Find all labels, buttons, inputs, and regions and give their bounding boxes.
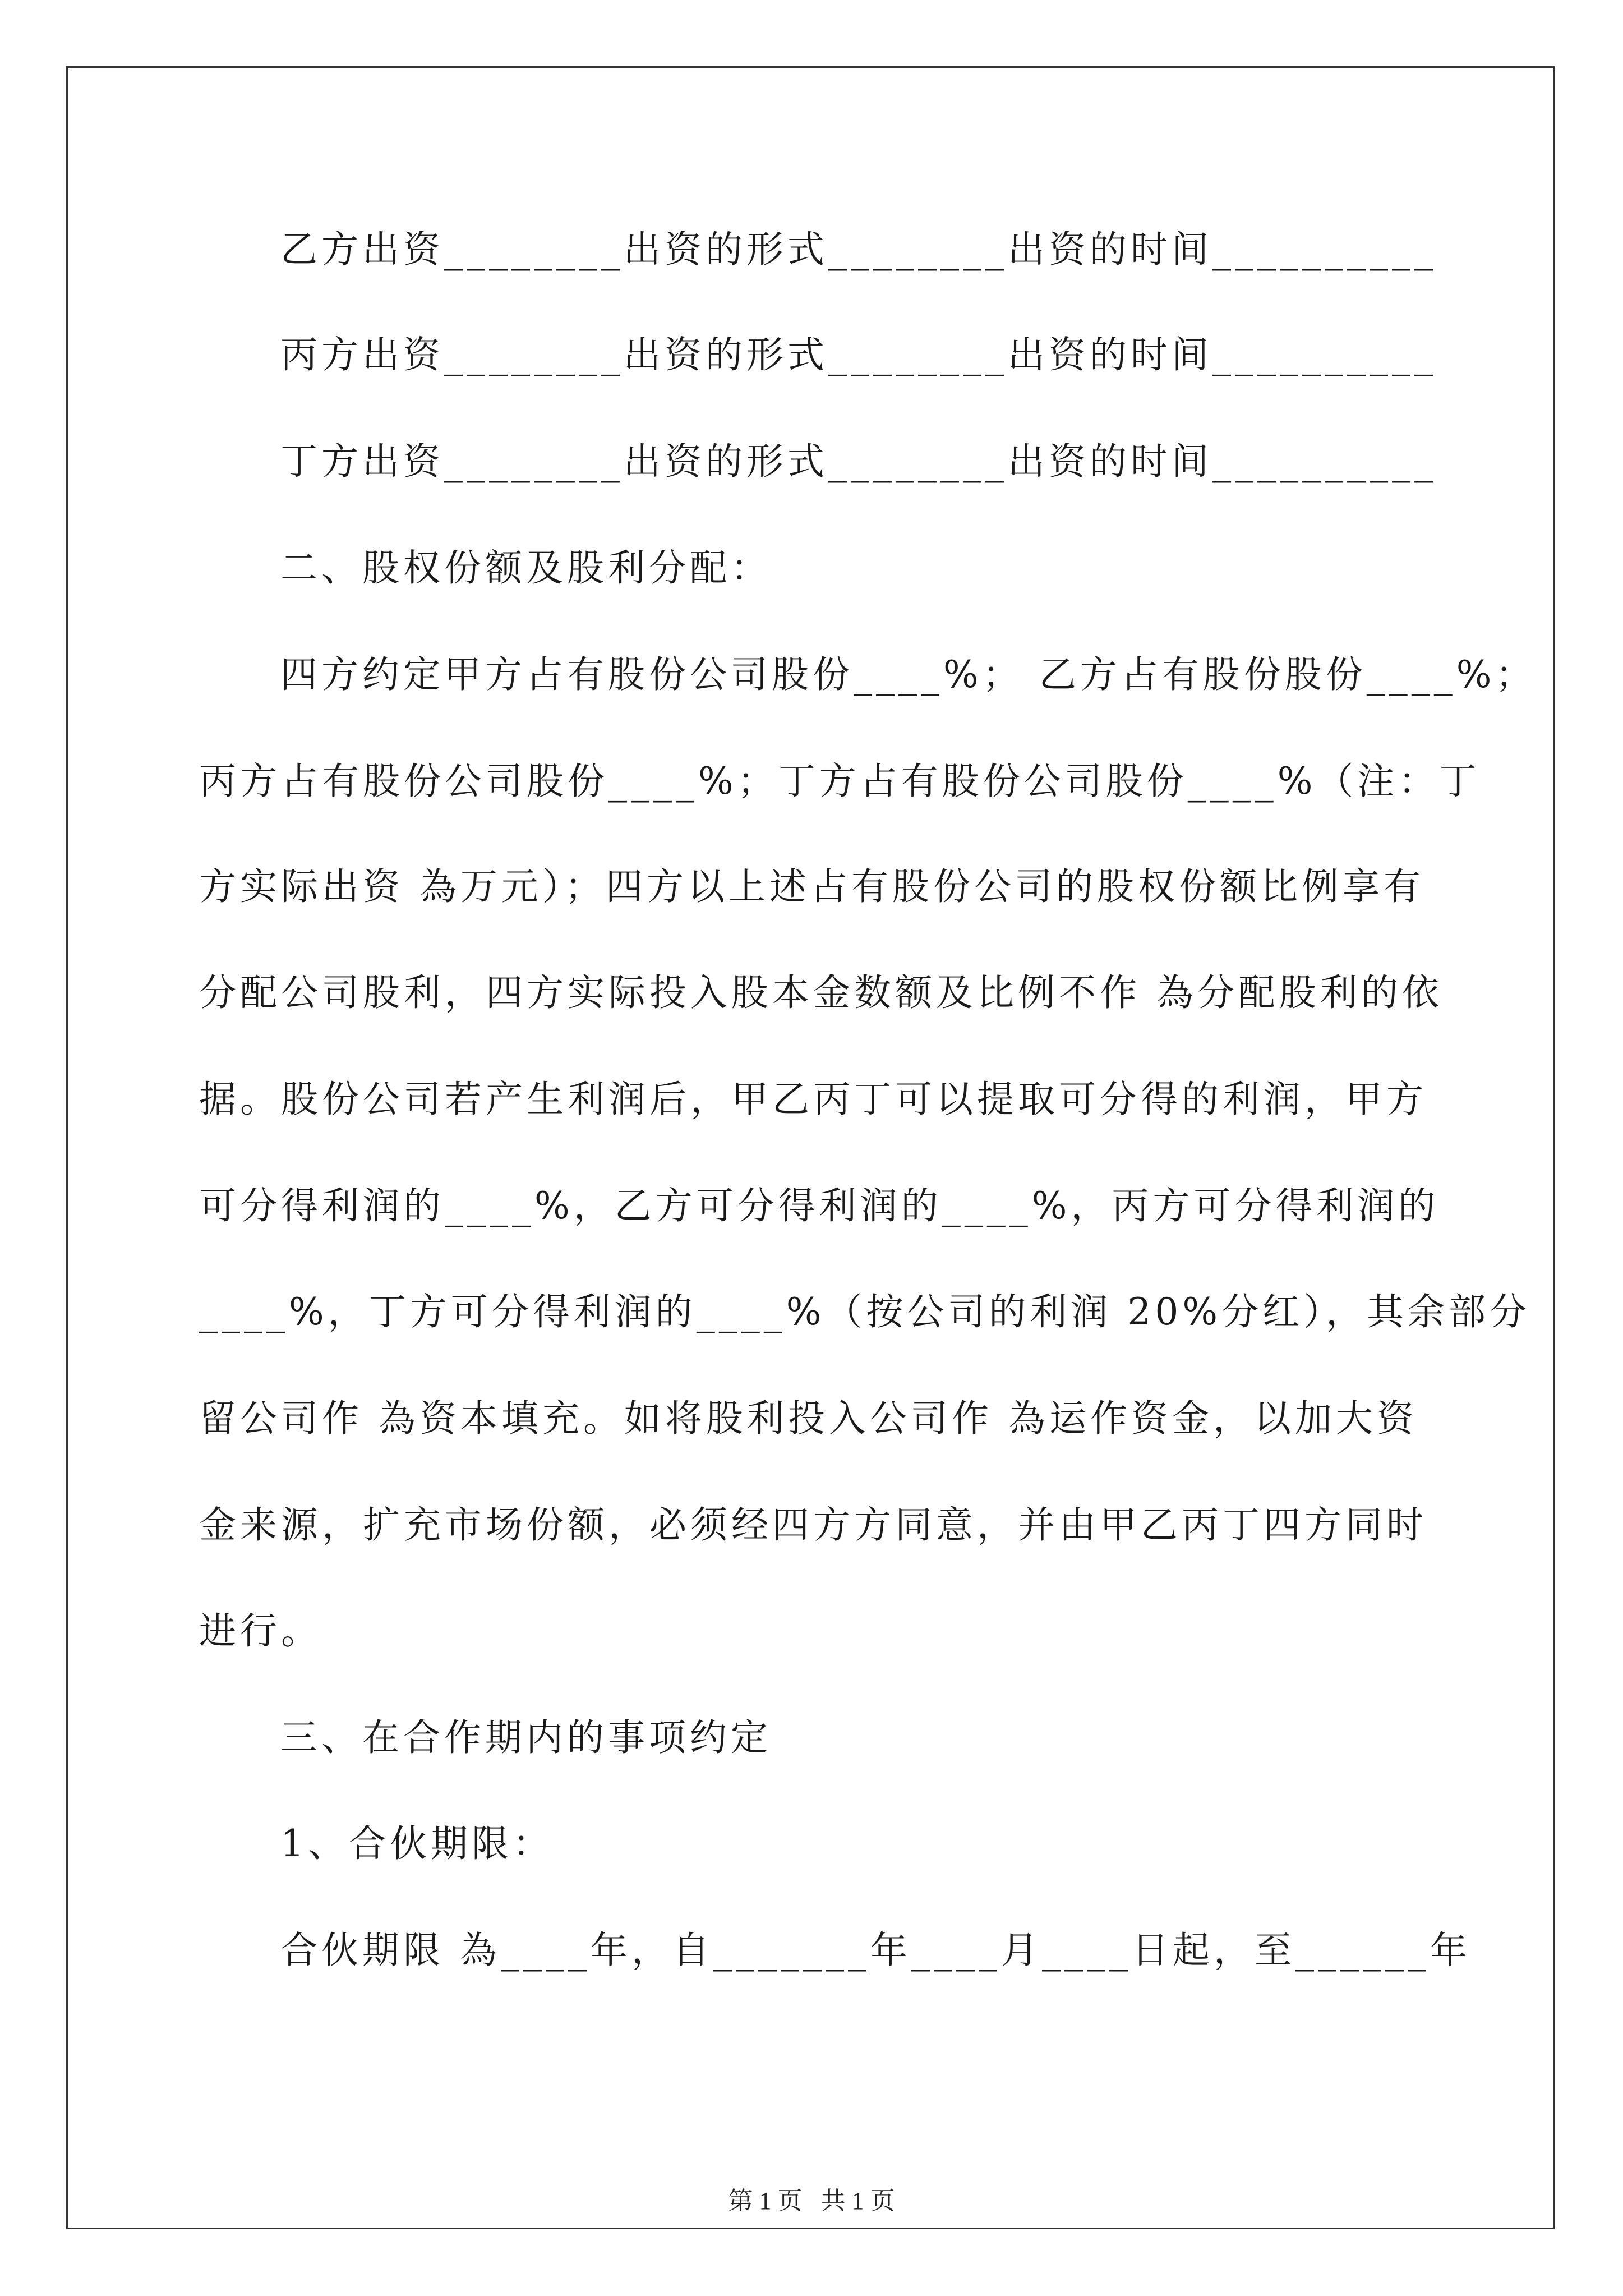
subsection-heading: 1、合伙期限： xyxy=(280,1822,554,1865)
text-line: 可分得利润的____%，乙方可分得利润的____%，丙方可分得利润的 xyxy=(199,1184,1440,1227)
text-line: 丙方出资________出资的形式________出资的时间__________ xyxy=(280,333,1437,376)
text-line: 四方约定甲方占有股份公司股份____%； 乙方占有股份股份____%； xyxy=(280,653,1537,696)
text-line: 留公司作 為资本填充。如将股利投入公司作 為运作资金，以加大资 xyxy=(199,1397,1418,1440)
text-line: 进行。 xyxy=(199,1609,322,1653)
text-line: 丁方出资________出资的形式________出资的时间__________ xyxy=(280,440,1437,483)
page-border xyxy=(66,66,1555,2229)
text-line: 合伙期限 為____年，自_______年____月____日起，至______年 xyxy=(280,1929,1471,1972)
page-number-footer: 第 1 页 共 1 页 xyxy=(728,2187,895,2215)
text-line: 金来源，扩充市场份额，必须经四方方同意，并由甲乙丙丁四方同时 xyxy=(199,1503,1427,1547)
text-line: ____%，丁方可分得利润的____%（按公司的利润 20%分红），其余部分 xyxy=(199,1290,1531,1333)
text-line: 方实际出资 為万元）；四方以上述占有股份公司的股权份额比例享有 xyxy=(199,865,1424,908)
text-line: 分配公司股利，四方实际投入股本金数额及比例不作 為分配股利的依 xyxy=(199,971,1443,1014)
section-heading: 二、股权份额及股利分配： xyxy=(280,546,772,590)
section-heading: 三、在合作期内的事项约定 xyxy=(280,1716,772,1759)
text-line: 乙方出资________出资的形式________出资的时间__________ xyxy=(280,228,1437,271)
text-line: 据。股份公司若产生利润后，甲乙丙丁可以提取可分得的利润，甲方 xyxy=(199,1078,1427,1121)
text-line: 丙方占有股份公司股份____%；丁方占有股份公司股份____%（注：丁 xyxy=(199,760,1481,803)
